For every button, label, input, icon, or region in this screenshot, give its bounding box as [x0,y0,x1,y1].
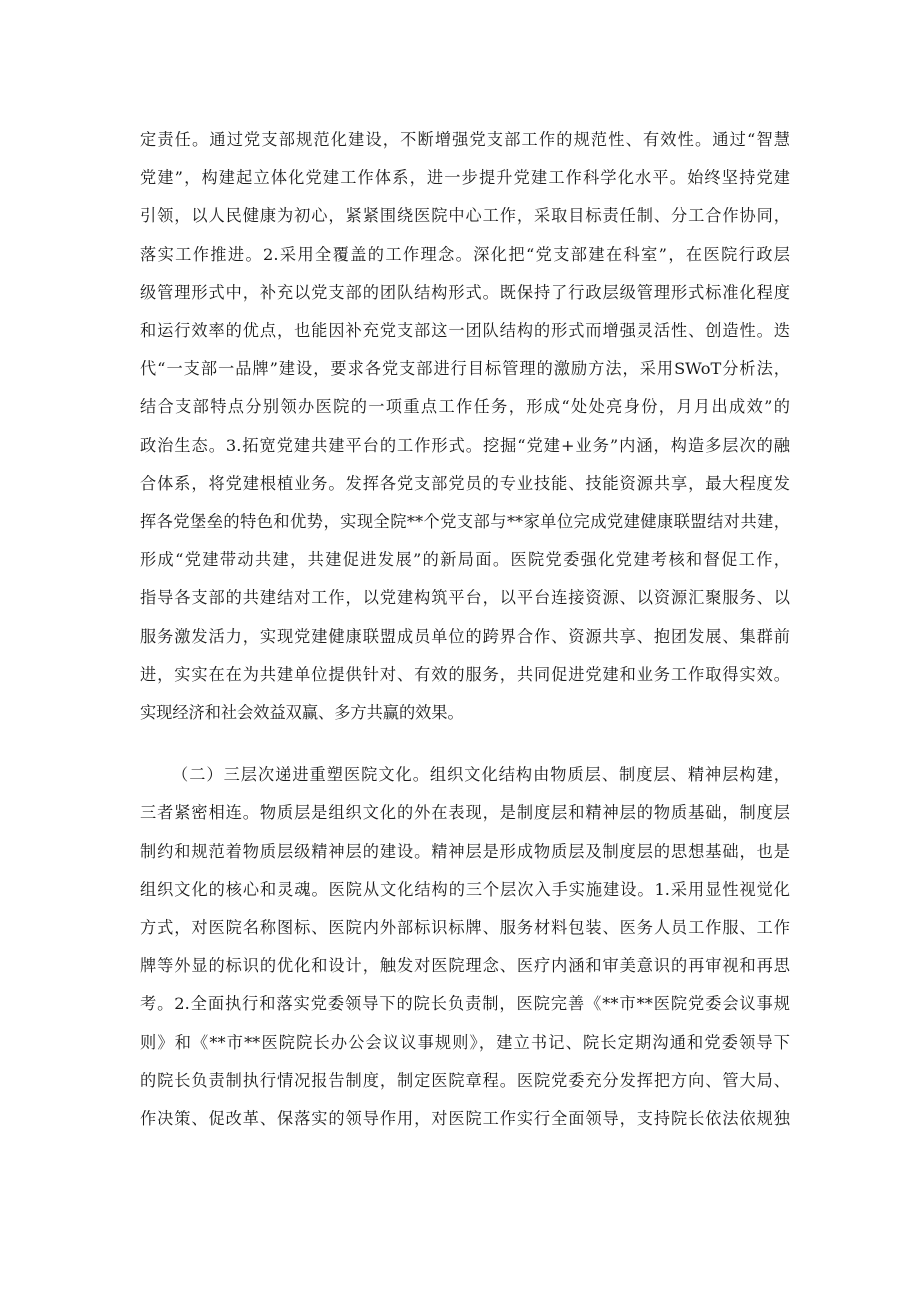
text-line: 进，实实在在为共建单位提供针对、有效的服务，共同促进党建和业务工作取得实效。 [140,665,790,684]
text-line: 政治生态。3.拓宽党建共建平台的工作形式。挖掘“党建+业务”内涵，构造多层次的融 [140,436,790,455]
text-line: 的院长负责制执行情况报告制度，制定医院章程。医院党委充分发挥把方向、管大局、 [140,1071,790,1090]
text-line: （二）三层次递进重塑医院文化。组织文化结构由物质层、制度层、精神层构建， [172,765,790,784]
text-line: 服务激发活力，实现党建健康联盟成员单位的跨界合作、资源共享、抱团发展、集群前 [140,627,790,646]
text-line: 指导各支部的共建结对工作，以党建构筑平台，以平台连接资源、以资源汇聚服务、以 [140,588,790,607]
text-line: 形成“党建带动共建，共建促进发展”的新局面。医院党委强化党建考核和督促工作， [140,550,790,569]
text-line: 定责任。通过党支部规范化建设，不断增强党支部工作的规范性、有效性。通过“智慧 [140,130,790,149]
text-line: 和运行效率的优点，也能因补充党支部这一团队结构的形式而增强灵活性、创造性。迭 [140,321,790,340]
text-line: 则》和《**市**医院院长办公会议议事规则》，建立书记、院长定期沟通和党委领导下 [140,1033,790,1052]
text-line: 组织文化的核心和灵魂。医院从文化结构的三个层次入手实施建设。1.采用显性视觉化 [140,880,790,899]
text-line: 引领，以人民健康为初心，紧紧围绕医院中心工作，采取目标责任制、分工合作协同， [140,206,790,225]
text-line: 作决策、促改革、保落实的领导作用，对医院工作实行全面领导，支持院长依法依规独 [140,1109,790,1128]
text-line: 制约和规范着物质层级精神层的建设。精神层是形成物质层及制度层的思想基础，也是 [140,842,790,861]
text-line: 挥各党堡垒的特色和优势，实现全院**个党支部与**家单位完成党建健康联盟结对共建， [140,512,790,531]
text-line: 代“一支部一品牌”建设，要求各党支部进行目标管理的激励方法，采用SWoT分析法， [140,359,790,378]
text-line: 实现经济和社会效益双赢、多方共赢的效果。 [140,703,464,722]
text-line: 落实工作推进。2.采用全覆盖的工作理念。深化把“党支部建在科室”，在医院行政层 [140,245,790,264]
text-line: 级管理形式中，补充以党支部的团队结构形式。既保持了行政层级管理形式标准化程度 [140,283,790,302]
text-line: 党建”，构建起立体化党建工作体系，进一步提升党建工作科学化水平。始终坚持党建 [140,168,790,187]
text-line: 三者紧密相连。物质层是组织文化的外在表现，是制度层和精神层的物质基础，制度层 [140,803,790,822]
text-line: 结合支部特点分别领办医院的一项重点工作任务，形成“处处亮身份，月月出成效”的 [140,397,790,416]
text-line: 合体系，将党建根植业务。发挥各党支部党员的专业技能、技能资源共享，最大程度发 [140,474,790,493]
text-line: 方式，对医院名称图标、医院内外部标识标牌、服务材料包装、医务人员工作服、工作 [140,918,790,937]
text-line: 考。2.全面执行和落实党委领导下的院长负责制，医院完善《**市**医院党委会议事规 [140,994,790,1013]
text-line: 牌等外显的标识的优化和设计，触发对医院理念、医疗内涵和审美意识的再审视和再思 [140,956,790,975]
